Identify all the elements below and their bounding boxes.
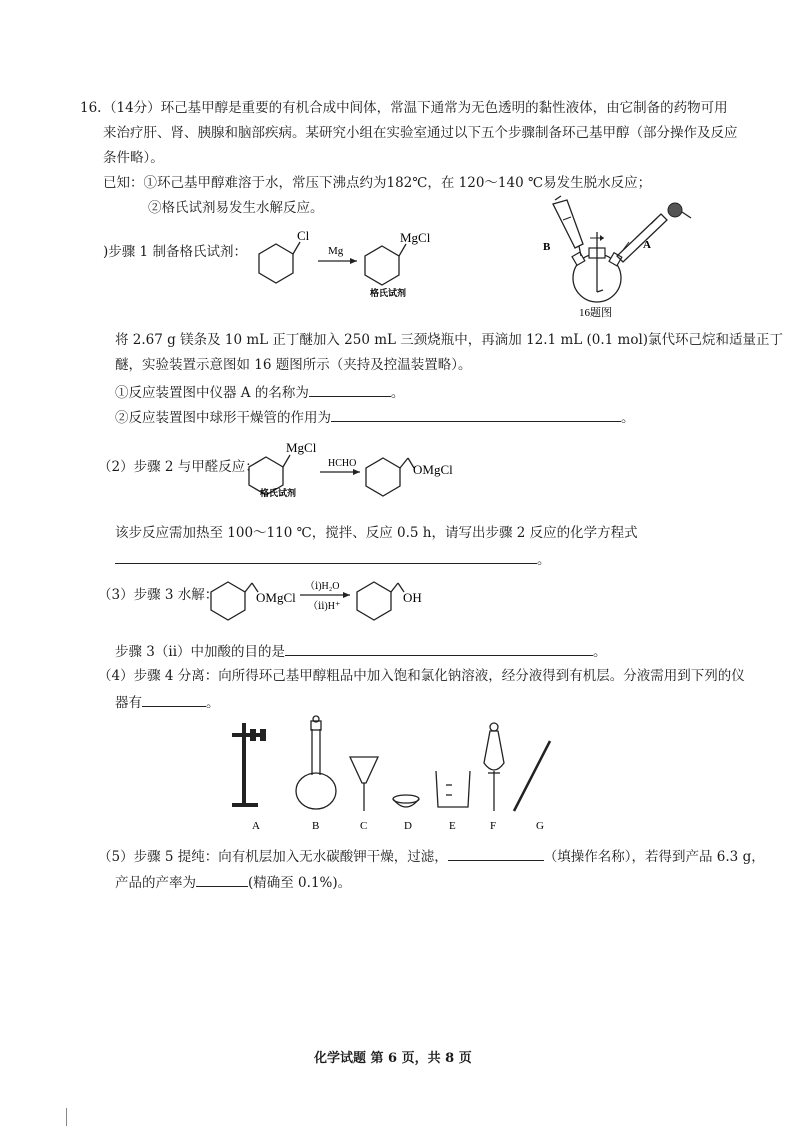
grignard-label: 格氏试剂 <box>370 288 407 297</box>
cyclohexane-ring <box>211 582 245 620</box>
margin-mark <box>66 1108 67 1126</box>
step5-text-a: （5）步骤 5 提纯：向有机层加入无水碳酸钾干燥，过滤， <box>98 849 448 865</box>
separatory-funnel <box>484 723 504 811</box>
product-substituent: MgCl <box>400 230 431 245</box>
funnel <box>350 757 378 811</box>
answer-blank-acid-purpose[interactable] <box>285 641 593 656</box>
condition-1: （ⅰ)H₂O <box>305 581 340 592</box>
step2-reaction-diagram <box>248 438 468 498</box>
apparatus-label-b: B <box>312 820 320 832</box>
known-2: ②格氏试剂易发生水解反应。 <box>148 200 324 216</box>
reagent-label: Mg <box>328 245 344 257</box>
step1-para-2: 醚，实验装置示意图如 16 题图所示（夹持及控温装置略）。 <box>115 357 472 373</box>
apparatus-label-f: F <box>490 820 497 832</box>
step4-end: 。 <box>206 695 220 711</box>
step3-question <box>115 641 607 661</box>
step1-q2 <box>115 407 635 427</box>
product-substituent: OMgCl <box>413 462 453 477</box>
volumetric-flask <box>296 716 336 809</box>
apparatus-label-e: E <box>449 820 456 832</box>
condition-2: （ⅱ)H⁺ <box>308 601 341 612</box>
reactant-substituent: Cl <box>297 228 310 243</box>
answer-blank-operation[interactable] <box>448 846 544 861</box>
q2-text: ②反应装置图中球形干燥管的作用为 <box>115 410 331 426</box>
step3-end: 。 <box>593 644 607 660</box>
step3-label: （3）步骤 3 水解： <box>98 587 219 603</box>
apparatus-label-c: C <box>360 820 368 832</box>
answer-blank-a-name[interactable] <box>309 382 391 397</box>
condenser-a <box>617 214 667 262</box>
answer-blank-drying-tube[interactable] <box>331 407 621 422</box>
step4-line-1: （4）步骤 4 分离：向所得环己基甲醇粗品中加入饱和氯化钠溶液，经分液得到有机层。分液需用到下列的仪 <box>98 668 745 684</box>
step4-line2-text: 器有 <box>115 695 142 711</box>
step5-text-b: （填操作名称），若得到产品 6.3 g， <box>543 849 765 865</box>
step5-text-c: 产品的产率为 <box>115 875 196 891</box>
cyclohexane-ring <box>357 582 391 620</box>
q2-end: 。 <box>621 410 635 426</box>
step2-end: 。 <box>537 552 551 568</box>
cyclohexane-ring <box>366 458 400 496</box>
q1-text: ①反应装置图中仪器 A 的名称为 <box>115 385 309 401</box>
step5-line-1 <box>98 846 765 866</box>
intro-line-3: 条件略）。 <box>103 150 164 166</box>
step3-question-text: 步骤 3（ii）中加酸的目的是 <box>115 644 286 660</box>
label-b: B <box>543 241 551 253</box>
step1-para-1: 将 2.67 g 镁条及 10 mL 正丁醚加入 250 mL 三颈烧瓶中，再滴加 12.1 mL (0.1 mol)氯代环己烷和适量正丁 <box>115 332 784 348</box>
apparatus-figure-16 <box>535 192 695 322</box>
known-1: 已知：①环己基甲醇难溶于水，常压下沸点约为182℃，在 120～140 ℃易发生脱水反应； <box>103 175 652 191</box>
glass-rod <box>514 741 550 811</box>
step3-reaction-diagram <box>210 575 430 625</box>
q1-end: 。 <box>390 385 405 401</box>
cyclohexane-ring <box>259 244 293 283</box>
reagent-label: HCHO <box>328 458 357 469</box>
apparatus-label-d: D <box>404 820 412 832</box>
cyclohexane-ring <box>365 246 399 285</box>
answer-blank-yield[interactable] <box>196 872 248 887</box>
step5-text-d: (精确至 0.1%)。 <box>248 875 352 891</box>
step2-para: 该步反应需加热至 100～110 ℃，搅拌、反应 0.5 h，请写出步骤 2 反应的化学方程式 <box>115 525 638 541</box>
apparatus-label-a: A <box>252 820 260 832</box>
answer-blank-instruments[interactable] <box>142 692 206 707</box>
drying-tube-bulb <box>668 203 682 217</box>
page-footer: 化学试题 第 6 页，共 8 页 <box>314 1051 472 1066</box>
intro-line-1: （14分）环己基甲醇是重要的有机合成中间体，常温下通常为无色透明的黏性液体，由它制备的药物可用 <box>103 100 728 116</box>
step2-label: （2）步骤 2 与甲醛反应： <box>98 459 259 475</box>
iron-stand <box>232 723 266 807</box>
answer-blank-equation[interactable] <box>115 549 537 564</box>
step5-line-2 <box>115 872 351 892</box>
intro-line-2: 来治疗肝、肾、胰腺和脑部疾病。某研究小组在实验室通过以下五个步骤制备环己基甲醇（部分操作及反应 <box>103 125 738 141</box>
reactant-substituent: OMgCl <box>256 590 296 605</box>
step2-answer-line <box>115 549 551 569</box>
beaker <box>436 771 470 807</box>
dropping-funnel-b <box>553 200 583 248</box>
apparatus-row <box>220 715 580 835</box>
step1-q1 <box>115 382 404 402</box>
reactant-substituent: MgCl <box>286 440 317 455</box>
step4-line-2 <box>115 692 220 712</box>
figure-caption: 16题图 <box>579 307 612 319</box>
product-substituent: OH <box>403 590 422 605</box>
grignard-label: 格氏试剂 <box>260 488 297 498</box>
evaporating-dish <box>393 795 419 807</box>
question-number: 16. <box>80 100 102 116</box>
step1-label: )步骤 1 制备格氏试剂： <box>103 244 247 260</box>
apparatus-label-g: G <box>536 820 544 832</box>
step1-reaction-diagram <box>250 222 450 297</box>
label-a: A <box>643 239 651 251</box>
